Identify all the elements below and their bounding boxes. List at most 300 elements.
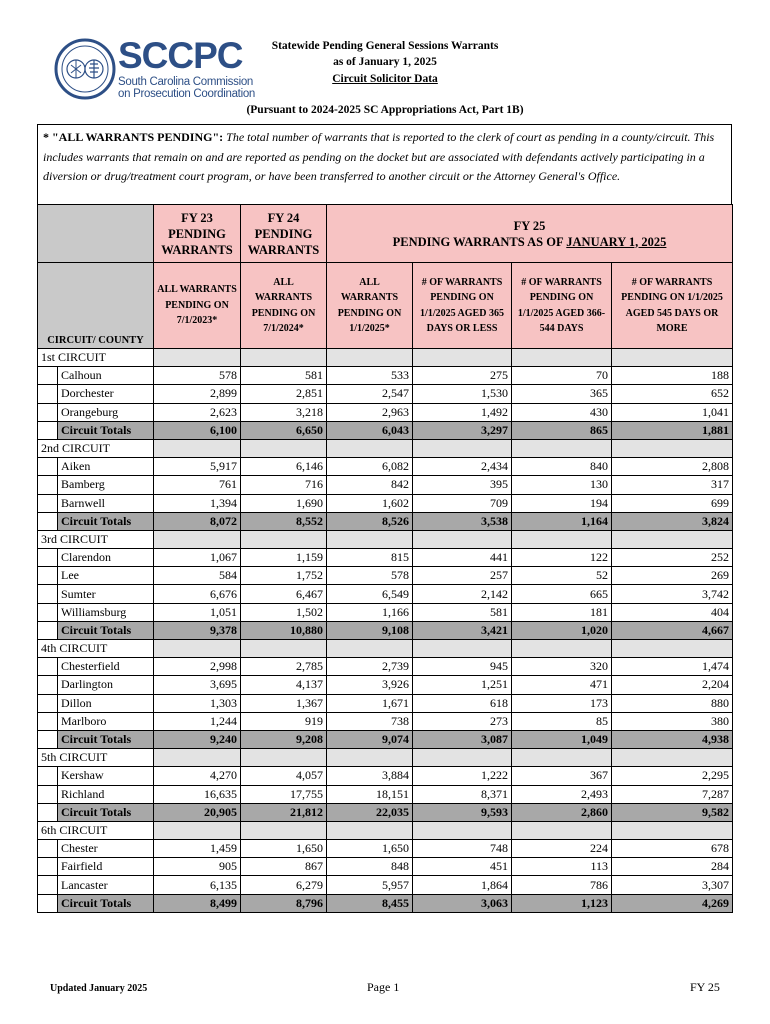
empty-cell — [154, 749, 241, 767]
value-fy23: 5,917 — [154, 458, 241, 476]
logo-wordmark: SCCPC — [118, 35, 243, 76]
value-aged-545-or-more: 678 — [612, 840, 733, 858]
value-aged-366-544: 70 — [512, 367, 612, 385]
indent-cell — [38, 421, 58, 439]
circuit-header-row — [38, 640, 733, 658]
value-fy24: 2,851 — [241, 385, 327, 403]
total-aged-545-or-more: 4,269 — [612, 894, 733, 912]
indent-cell — [38, 767, 58, 785]
value-aged-545-or-more: 699 — [612, 494, 733, 512]
value-aged-545-or-more: 652 — [612, 385, 733, 403]
value-fy24: 2,785 — [241, 658, 327, 676]
col-header-fy23: ALL WARRANTS PENDING ON 7/1/2023* — [154, 263, 241, 349]
indent-cell — [38, 476, 58, 494]
value-aged-365-or-less: 1,492 — [413, 403, 512, 421]
value-aged-366-544: 130 — [512, 476, 612, 494]
total-aged-545-or-more: 3,824 — [612, 512, 733, 530]
county-row — [38, 785, 733, 803]
value-aged-365-or-less: 581 — [413, 603, 512, 621]
empty-cell — [512, 821, 612, 839]
value-aged-365-or-less: 257 — [413, 567, 512, 585]
county-row — [38, 767, 733, 785]
value-aged-545-or-more: 317 — [612, 476, 733, 494]
empty-cell — [154, 640, 241, 658]
value-aged-545-or-more: 3,307 — [612, 876, 733, 894]
circuit-total-row — [38, 512, 733, 530]
county-row — [38, 712, 733, 730]
value-fy23: 2,623 — [154, 403, 241, 421]
total-fy25-all: 8,455 — [327, 894, 413, 912]
county-row — [38, 494, 733, 512]
value-fy25-all: 2,739 — [327, 658, 413, 676]
value-fy25-all: 1,602 — [327, 494, 413, 512]
empty-cell — [241, 349, 327, 367]
value-aged-366-544: 85 — [512, 712, 612, 730]
value-aged-365-or-less: 709 — [413, 494, 512, 512]
value-fy23: 6,676 — [154, 585, 241, 603]
table-body — [38, 205, 733, 913]
county-name: Fairfield — [58, 858, 154, 876]
total-fy23: 8,072 — [154, 512, 241, 530]
value-aged-366-544: 665 — [512, 585, 612, 603]
value-fy24: 6,146 — [241, 458, 327, 476]
county-row — [38, 858, 733, 876]
total-aged-365-or-less: 3,421 — [413, 621, 512, 639]
indent-cell — [38, 876, 58, 894]
definition-term: * "ALL WARRANTS PENDING": — [43, 130, 224, 144]
circuit-total-label: Circuit Totals — [58, 730, 154, 748]
county-row — [38, 840, 733, 858]
value-aged-365-or-less: 451 — [413, 858, 512, 876]
circuit-header-row — [38, 821, 733, 839]
total-fy25-all: 8,526 — [327, 512, 413, 530]
value-fy25-all: 3,926 — [327, 676, 413, 694]
value-aged-365-or-less: 748 — [413, 840, 512, 858]
value-aged-545-or-more: 2,808 — [612, 458, 733, 476]
county-name: Clarendon — [58, 549, 154, 567]
indent-cell — [38, 840, 58, 858]
indent-cell — [38, 730, 58, 748]
circuit-total-row — [38, 730, 733, 748]
county-name: Barnwell — [58, 494, 154, 512]
value-fy25-all: 6,549 — [327, 585, 413, 603]
county-row — [38, 567, 733, 585]
circuit-total-label: Circuit Totals — [58, 894, 154, 912]
value-fy23: 1,244 — [154, 712, 241, 730]
value-aged-365-or-less: 2,142 — [413, 585, 512, 603]
value-aged-365-or-less: 395 — [413, 476, 512, 494]
indent-cell — [38, 512, 58, 530]
value-fy25-all: 2,963 — [327, 403, 413, 421]
value-fy24: 1,650 — [241, 840, 327, 858]
value-fy24: 1,159 — [241, 549, 327, 567]
county-row — [38, 585, 733, 603]
empty-cell — [327, 821, 413, 839]
circuit-total-row — [38, 421, 733, 439]
value-aged-365-or-less: 1,222 — [413, 767, 512, 785]
empty-cell — [413, 530, 512, 548]
empty-cell — [327, 749, 413, 767]
total-aged-366-544: 1,164 — [512, 512, 612, 530]
empty-cell — [612, 821, 733, 839]
value-fy25-all: 2,547 — [327, 385, 413, 403]
value-fy25-all: 1,166 — [327, 603, 413, 621]
fy25-header-as-of: PENDING WARRANTS AS OF — [392, 234, 564, 249]
col-header-fy24: ALL WARRANTS PENDING ON 7/1/2024* — [241, 263, 327, 349]
total-fy25-all: 6,043 — [327, 421, 413, 439]
empty-cell — [512, 749, 612, 767]
total-fy25-all: 22,035 — [327, 803, 413, 821]
value-fy23: 3,695 — [154, 676, 241, 694]
value-fy25-all: 848 — [327, 858, 413, 876]
indent-cell — [38, 385, 58, 403]
circuit-name: 6th CIRCUIT — [38, 821, 154, 839]
value-aged-545-or-more: 2,295 — [612, 767, 733, 785]
empty-cell — [612, 640, 733, 658]
county-row — [38, 549, 733, 567]
empty-cell — [241, 439, 327, 457]
total-fy23: 9,240 — [154, 730, 241, 748]
county-row — [38, 385, 733, 403]
circuit-name: 1st CIRCUIT — [38, 349, 154, 367]
updated-note: Updated January 2025 — [50, 983, 148, 994]
empty-cell — [241, 749, 327, 767]
value-fy23: 1,303 — [154, 694, 241, 712]
value-fy23: 584 — [154, 567, 241, 585]
indent-cell — [38, 712, 58, 730]
value-fy23: 1,459 — [154, 840, 241, 858]
empty-cell — [512, 439, 612, 457]
value-fy24: 1,502 — [241, 603, 327, 621]
col-header-366-544-days: # OF WARRANTS PENDING ON 1/1/2025 AGED 366-544 DAYS — [512, 263, 612, 349]
value-fy24: 867 — [241, 858, 327, 876]
indent-cell — [38, 549, 58, 567]
value-aged-545-or-more: 252 — [612, 549, 733, 567]
county-header: CIRCUIT/ COUNTY — [38, 263, 154, 349]
value-aged-545-or-more: 880 — [612, 694, 733, 712]
county-name: Calhoun — [58, 367, 154, 385]
total-aged-365-or-less: 3,087 — [413, 730, 512, 748]
value-fy24: 3,218 — [241, 403, 327, 421]
county-name: Orangeburg — [58, 403, 154, 421]
value-aged-366-544: 122 — [512, 549, 612, 567]
pursuant-note: (Pursuant to 2024-2025 SC Appropriations Act, Part 1B) — [246, 104, 524, 116]
county-name: Aiken — [58, 458, 154, 476]
empty-cell — [413, 640, 512, 658]
value-aged-366-544: 367 — [512, 767, 612, 785]
circuit-total-label: Circuit Totals — [58, 421, 154, 439]
value-fy24: 6,467 — [241, 585, 327, 603]
county-name: Kershaw — [58, 767, 154, 785]
county-name: Richland — [58, 785, 154, 803]
indent-cell — [38, 658, 58, 676]
value-aged-365-or-less: 8,371 — [413, 785, 512, 803]
page-number: Page 1 — [367, 980, 400, 994]
logo-subtitle-line-1: South Carolina Commission — [118, 76, 254, 88]
empty-cell — [241, 640, 327, 658]
total-fy23: 8,499 — [154, 894, 241, 912]
county-name: Chesterfield — [58, 658, 154, 676]
value-fy23: 4,270 — [154, 767, 241, 785]
value-aged-545-or-more: 380 — [612, 712, 733, 730]
value-aged-545-or-more: 3,742 — [612, 585, 733, 603]
circuit-name: 4th CIRCUIT — [38, 640, 154, 658]
value-fy25-all: 842 — [327, 476, 413, 494]
empty-cell — [154, 530, 241, 548]
fy25-header-title: FY 25 — [513, 218, 546, 233]
value-aged-545-or-more: 269 — [612, 567, 733, 585]
header-blank — [38, 205, 154, 263]
value-aged-366-544: 2,493 — [512, 785, 612, 803]
warrants-table — [37, 204, 733, 913]
value-aged-365-or-less: 441 — [413, 549, 512, 567]
empty-cell — [612, 349, 733, 367]
value-fy23: 6,135 — [154, 876, 241, 894]
value-fy23: 1,067 — [154, 549, 241, 567]
value-fy24: 919 — [241, 712, 327, 730]
value-fy24: 1,367 — [241, 694, 327, 712]
circuit-total-label: Circuit Totals — [58, 621, 154, 639]
value-aged-545-or-more: 188 — [612, 367, 733, 385]
indent-cell — [38, 676, 58, 694]
value-fy23: 761 — [154, 476, 241, 494]
value-aged-545-or-more: 7,287 — [612, 785, 733, 803]
value-fy24: 716 — [241, 476, 327, 494]
value-fy23: 1,394 — [154, 494, 241, 512]
value-aged-366-544: 471 — [512, 676, 612, 694]
value-aged-366-544: 365 — [512, 385, 612, 403]
circuit-name: 3rd CIRCUIT — [38, 530, 154, 548]
county-name: Chester — [58, 840, 154, 858]
total-aged-545-or-more: 4,667 — [612, 621, 733, 639]
total-aged-366-544: 865 — [512, 421, 612, 439]
indent-cell — [38, 785, 58, 803]
value-aged-365-or-less: 2,434 — [413, 458, 512, 476]
total-aged-366-544: 1,020 — [512, 621, 612, 639]
value-aged-366-544: 194 — [512, 494, 612, 512]
indent-cell — [38, 403, 58, 421]
indent-cell — [38, 494, 58, 512]
total-fy24: 9,208 — [241, 730, 327, 748]
total-fy24: 8,796 — [241, 894, 327, 912]
fy25-header-date: JANUARY 1, 2025 — [566, 234, 667, 249]
county-name: Darlington — [58, 676, 154, 694]
state-seal-icon — [54, 38, 116, 100]
value-aged-545-or-more: 284 — [612, 858, 733, 876]
county-name: Sumter — [58, 585, 154, 603]
value-fy23: 578 — [154, 367, 241, 385]
county-name: Lancaster — [58, 876, 154, 894]
value-fy25-all: 533 — [327, 367, 413, 385]
value-fy25-all: 578 — [327, 567, 413, 585]
definition-text: The total number of warrants that is reported to the clerk of court as pending in a county/circuit. This includes warrants that remain on and are reported as pending on the docket but are associated with defendants actively participating in a diversion or drug/treatment court program, or have been transferred to another circuit or the Attorney General's Office. — [43, 130, 715, 183]
value-fy25-all: 18,151 — [327, 785, 413, 803]
value-fy23: 2,998 — [154, 658, 241, 676]
county-name: Bamberg — [58, 476, 154, 494]
value-aged-365-or-less: 1,864 — [413, 876, 512, 894]
empty-cell — [154, 439, 241, 457]
total-aged-365-or-less: 3,297 — [413, 421, 512, 439]
value-fy24: 17,755 — [241, 785, 327, 803]
empty-cell — [327, 439, 413, 457]
indent-cell — [38, 858, 58, 876]
col-header-fy25-all: ALL WARRANTS PENDING ON 1/1/2025* — [327, 263, 413, 349]
value-fy25-all: 6,082 — [327, 458, 413, 476]
value-fy24: 1,690 — [241, 494, 327, 512]
value-aged-365-or-less: 275 — [413, 367, 512, 385]
total-aged-366-544: 2,860 — [512, 803, 612, 821]
value-fy23: 1,051 — [154, 603, 241, 621]
county-name: Marlboro — [58, 712, 154, 730]
total-aged-545-or-more: 1,881 — [612, 421, 733, 439]
empty-cell — [327, 349, 413, 367]
empty-cell — [612, 749, 733, 767]
value-fy25-all: 5,957 — [327, 876, 413, 894]
empty-cell — [512, 530, 612, 548]
total-fy23: 9,378 — [154, 621, 241, 639]
empty-cell — [413, 821, 512, 839]
indent-cell — [38, 894, 58, 912]
fy25-header-subtitle — [330, 234, 729, 250]
fiscal-year-label: FY 25 — [690, 980, 720, 994]
total-aged-366-544: 1,123 — [512, 894, 612, 912]
value-fy25-all: 3,884 — [327, 767, 413, 785]
total-fy25-all: 9,074 — [327, 730, 413, 748]
county-name: Dorchester — [58, 385, 154, 403]
value-aged-545-or-more: 404 — [612, 603, 733, 621]
county-row — [38, 403, 733, 421]
col-header-545-days: # OF WARRANTS PENDING ON 1/1/2025 AGED 545 DAYS OR MORE — [612, 263, 733, 349]
empty-cell — [154, 821, 241, 839]
total-aged-365-or-less: 3,538 — [413, 512, 512, 530]
total-aged-366-544: 1,049 — [512, 730, 612, 748]
county-row — [38, 367, 733, 385]
value-fy25-all: 1,650 — [327, 840, 413, 858]
col-header-365-days: # OF WARRANTS PENDING ON 1/1/2025 AGED 365 DAYS OR LESS — [413, 263, 512, 349]
fy23-header: FY 23 PENDING WARRANTS — [154, 205, 241, 263]
indent-cell — [38, 585, 58, 603]
total-aged-545-or-more: 9,582 — [612, 803, 733, 821]
total-fy25-all: 9,108 — [327, 621, 413, 639]
total-aged-365-or-less: 3,063 — [413, 894, 512, 912]
value-fy24: 4,057 — [241, 767, 327, 785]
indent-cell — [38, 367, 58, 385]
circuit-header-row — [38, 349, 733, 367]
value-fy24: 4,137 — [241, 676, 327, 694]
value-aged-365-or-less: 945 — [413, 658, 512, 676]
value-fy23: 16,635 — [154, 785, 241, 803]
value-aged-366-544: 113 — [512, 858, 612, 876]
logo-subtitle-line-2: on Prosecution Coordination — [118, 88, 256, 100]
county-name: Williamsburg — [58, 603, 154, 621]
circuit-header-row — [38, 439, 733, 457]
value-aged-366-544: 786 — [512, 876, 612, 894]
value-fy23: 2,899 — [154, 385, 241, 403]
total-fy23: 20,905 — [154, 803, 241, 821]
value-aged-365-or-less: 1,530 — [413, 385, 512, 403]
empty-cell — [413, 349, 512, 367]
circuit-header-row — [38, 749, 733, 767]
value-fy23: 905 — [154, 858, 241, 876]
circuit-total-label: Circuit Totals — [58, 803, 154, 821]
county-row — [38, 694, 733, 712]
indent-cell — [38, 603, 58, 621]
header-row-1 — [38, 205, 733, 263]
indent-cell — [38, 803, 58, 821]
empty-cell — [612, 530, 733, 548]
total-fy24: 21,812 — [241, 803, 327, 821]
value-aged-365-or-less: 273 — [413, 712, 512, 730]
empty-cell — [241, 530, 327, 548]
empty-cell — [241, 821, 327, 839]
total-fy24: 8,552 — [241, 512, 327, 530]
value-aged-365-or-less: 1,251 — [413, 676, 512, 694]
header-row-2 — [38, 263, 733, 349]
indent-cell — [38, 621, 58, 639]
empty-cell — [154, 349, 241, 367]
value-aged-366-544: 181 — [512, 603, 612, 621]
county-row — [38, 458, 733, 476]
value-aged-366-544: 173 — [512, 694, 612, 712]
value-fy25-all: 738 — [327, 712, 413, 730]
fy24-header: FY 24 PENDING WARRANTS — [241, 205, 327, 263]
empty-cell — [512, 349, 612, 367]
circuit-total-row — [38, 621, 733, 639]
report-source: Circuit Solicitor Data — [332, 73, 438, 85]
value-fy25-all: 1,671 — [327, 694, 413, 712]
empty-cell — [413, 749, 512, 767]
total-aged-545-or-more: 4,938 — [612, 730, 733, 748]
total-fy24: 6,650 — [241, 421, 327, 439]
definition-box — [37, 124, 732, 204]
value-fy24: 6,279 — [241, 876, 327, 894]
value-aged-366-544: 840 — [512, 458, 612, 476]
value-fy25-all: 815 — [327, 549, 413, 567]
value-aged-545-or-more: 1,041 — [612, 403, 733, 421]
indent-cell — [38, 567, 58, 585]
empty-cell — [327, 530, 413, 548]
county-row — [38, 603, 733, 621]
county-row — [38, 476, 733, 494]
value-fy24: 1,752 — [241, 567, 327, 585]
county-row — [38, 658, 733, 676]
county-row — [38, 876, 733, 894]
value-aged-366-544: 320 — [512, 658, 612, 676]
circuit-name: 5th CIRCUIT — [38, 749, 154, 767]
empty-cell — [413, 439, 512, 457]
value-aged-366-544: 430 — [512, 403, 612, 421]
empty-cell — [327, 640, 413, 658]
value-aged-366-544: 224 — [512, 840, 612, 858]
empty-cell — [612, 439, 733, 457]
report-date: as of January 1, 2025 — [333, 56, 437, 68]
circuit-total-row — [38, 894, 733, 912]
circuit-total-label: Circuit Totals — [58, 512, 154, 530]
report-title: Statewide Pending General Sessions Warrants — [271, 40, 499, 52]
county-row — [38, 676, 733, 694]
fy25-header — [327, 205, 733, 263]
circuit-name: 2nd CIRCUIT — [38, 439, 154, 457]
circuit-header-row — [38, 530, 733, 548]
value-aged-366-544: 52 — [512, 567, 612, 585]
total-aged-365-or-less: 9,593 — [413, 803, 512, 821]
indent-cell — [38, 694, 58, 712]
value-fy24: 581 — [241, 367, 327, 385]
value-aged-365-or-less: 618 — [413, 694, 512, 712]
total-fy24: 10,880 — [241, 621, 327, 639]
county-name: Lee — [58, 567, 154, 585]
county-name: Dillon — [58, 694, 154, 712]
